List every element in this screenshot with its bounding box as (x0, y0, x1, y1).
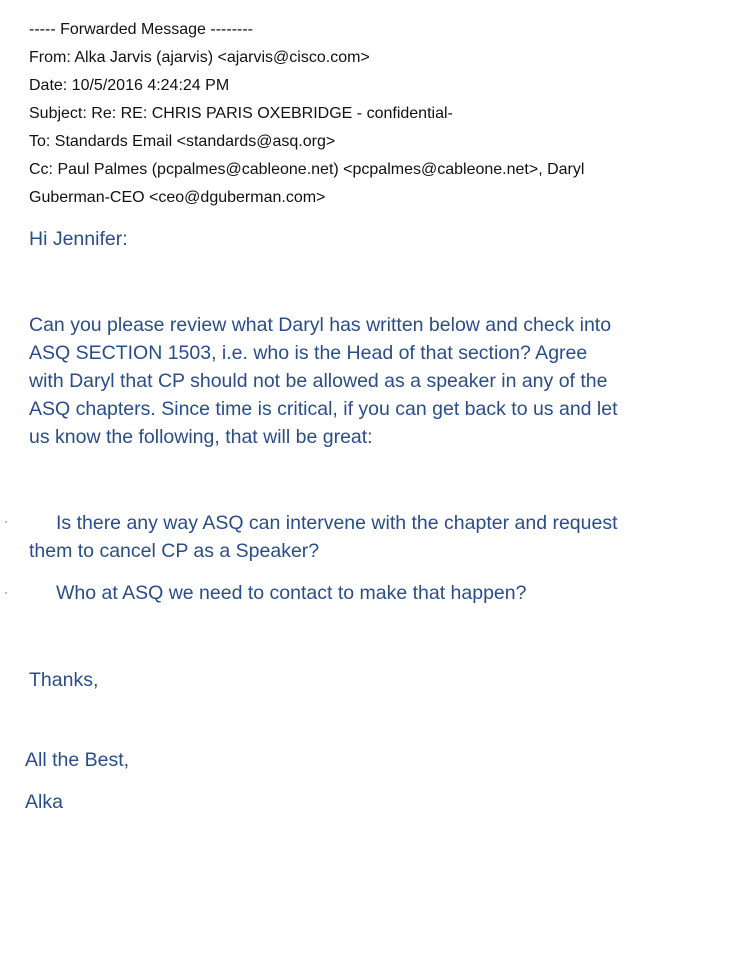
from-line: From: Alka Jarvis (ajarvis) <ajarvis@cisco.com> (29, 49, 370, 66)
signature: Alka (25, 791, 63, 813)
cc-line-continued: Guberman-CEO <ceo@dguberman.com> (29, 189, 326, 206)
paragraph-line: Can you please review what Daryl has written below and check into (29, 314, 612, 336)
subject-line: Subject: Re: RE: CHRIS PARIS OXEBRIDGE - confidential- (29, 105, 453, 122)
paragraph-line: ASQ chapters. Since time is critical, if you can get back to us and let (29, 398, 618, 420)
bullet-text: Who at ASQ we need to contact to make that happen? (56, 582, 527, 604)
to-line: To: Standards Email <standards@asq.org> (29, 133, 336, 150)
closing-line: All the Best, (25, 749, 130, 771)
greeting: Hi Jennifer: (29, 228, 128, 250)
bullet-marker: · (4, 585, 8, 599)
date-line: Date: 10/5/2016 4:24:24 PM (29, 77, 230, 94)
cc-line: Cc: Paul Palmes (pcpalmes@cableone.net) <pcpalmes@cableone.net>, Daryl (29, 161, 585, 178)
paragraph-line: us know the following, that will be great: (29, 426, 373, 448)
bullet-text: Is there any way ASQ can intervene with the chapter and request (56, 512, 618, 534)
bullet-marker: · (4, 514, 8, 528)
forwarded-message-label: ----- Forwarded Message -------- (29, 21, 253, 38)
thanks-line: Thanks, (29, 669, 99, 691)
paragraph-line: with Daryl that CP should not be allowed as a speaker in any of the (29, 370, 608, 392)
bullet-text-continued: them to cancel CP as a Speaker? (29, 540, 320, 562)
paragraph-line: ASQ SECTION 1503, i.e. who is the Head of that section? Agree (29, 342, 588, 364)
